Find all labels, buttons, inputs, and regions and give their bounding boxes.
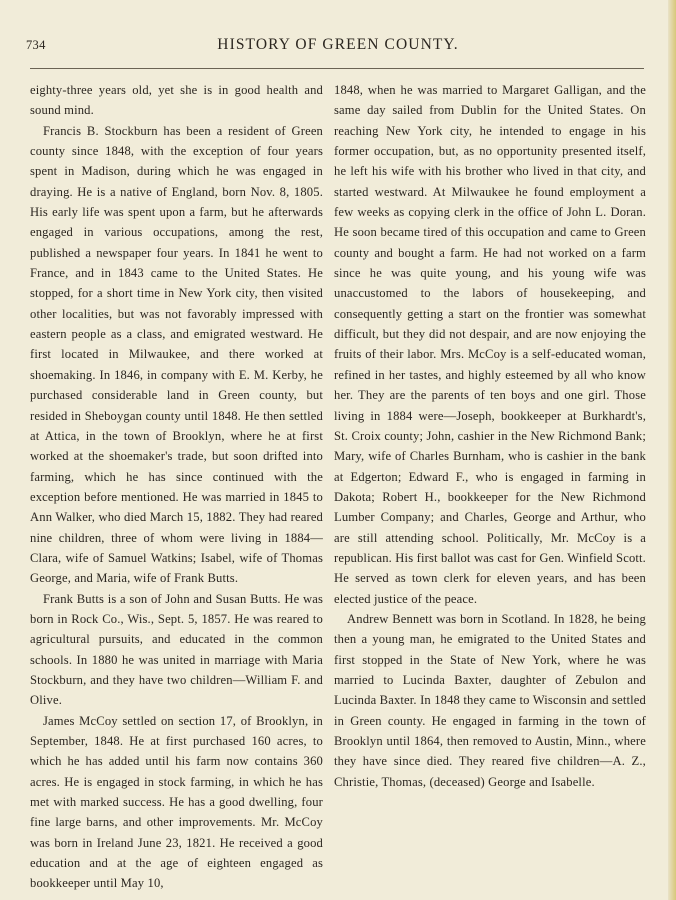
page-number: 734 xyxy=(26,38,46,52)
left-column xyxy=(30,80,323,894)
paragraph-mccoy: James McCoy settled on section 17, of Brooklyn, in September, 1848. He at first purchased 160 acres, to which he has added until his farm now contains 360 acres. He is engaged in stock farming, in which he has met with marked success. He has a good dwelling, four fine large barns, and other improvements. Mr. McCoy was born in Ireland June 23, 1821. He received a good education and at the age of eighteen engaged as bookkeeper until May 10, xyxy=(30,713,323,891)
right-column xyxy=(334,80,646,792)
paragraph-butts: Frank Butts is a son of John and Susan Butts. He was born in Rock Co., Wis., Sept. 5, 1857. He was reared to agricultural pursuits, and educated in the common schools. In 1880 he was united in marriage with Maria Stockburn, and they have two children—William F. and Olive. xyxy=(30,591,323,708)
running-head: HISTORY OF GREEN COUNTY. xyxy=(217,36,459,53)
paragraph-stockburn: Francis B. Stockburn has been a resident of Green county since 1848, with the exception of four years spent in Madison, during which he was engaged in draying. He is a native of England, born Nov. 8, 1805. His early life was spent upon a farm, but he afterwards engaged in various occupations, among the rest, published a newspaper four years. In 1841 he went to France, and in 1843 came to the United States. He stopped, for a short time in New York city, then visited other localities, but was not favorably impressed with eastern people as a class, and emigrated westward. He first located in Milwaukee, and there worked at shoemaking. In 1846, in company with E. M. Kerby, he purchased considerable land in Green county, but resided in Sheboygan county until 1848. He then settled at Attica, in the town of Brooklyn, where he at first worked at the shoemaker's trade, but soon drifted into farming, which he has since continued with the exception before mentioned. He was married in 1845 to Ann Walker, who died March 15, 1882. They had reared nine children, three of whom were living in 1884—Clara, wife of Samuel Watkins; Isabel, wife of Thomas George, and Maria, wife of Frank Butts. xyxy=(30,123,323,586)
page-edge xyxy=(668,0,676,900)
paragraph-mccoy-continued: 1848, when he was married to Margaret Galligan, and the same day sailed from Dublin for the United States. On reaching New York city, he intended to engage in his former occupation, but, as no opportunity presented itself, he left his wife with his brother who lived in that city, and started westward. At Milwaukee he found employment a few weeks as copying clerk in the office of John L. Doran. He soon became tired of this occupation and came to Green county and bought a farm. He had not worked on a farm since he was quite young, and his young wife was unaccustomed to the labors of housekeeping, and consequently getting a start on the frontier was somewhat difficult, but they did not despair, and are now enjoying the fruits of their labor. Mrs. McCoy is a self-educated woman, refined in her tastes, and highly esteemed by all who know her. They are the parents of ten boys and one girl. Those living in 1884 were—Joseph, bookkeeper at Burkhardt's, St. Croix county; John, cashier in the New Richmond Bank; Mary, wife of Charles Burnham, who is cashier in the bank at Edgerton; Edward F., who is engaged in farming in Dakota; Robert H., bookkeeper for the New Richmond Lumber Company; and Charles, George and Arthur, who are still attending school. Politically, Mr. McCoy is a republican. His first ballot was cast for Gen. Winfield Scott. He served as town clerk for eleven years, and has been elected justice of the peace. xyxy=(334,83,646,606)
header-rule xyxy=(30,68,644,69)
paragraph-bennett: Andrew Bennett was born in Scotland. In 1828, he being then a young man, he emigrated to the United States and first stopped in the State of New York, where he was married to Lucinda Baxter, daughter of Zebulon and Lucinda Baxter. In 1848 they came to Wisconsin and settled in Green county. He engaged in farming in the town of Brooklyn until 1864, then removed to Austin, Minn., where they have since died. They reared five children—A. Z., Christie, Thomas, (deceased) George and Isabelle. xyxy=(334,611,646,789)
paragraph-continued: eighty-three years old, yet she is in good health and sound mind. xyxy=(30,83,323,118)
